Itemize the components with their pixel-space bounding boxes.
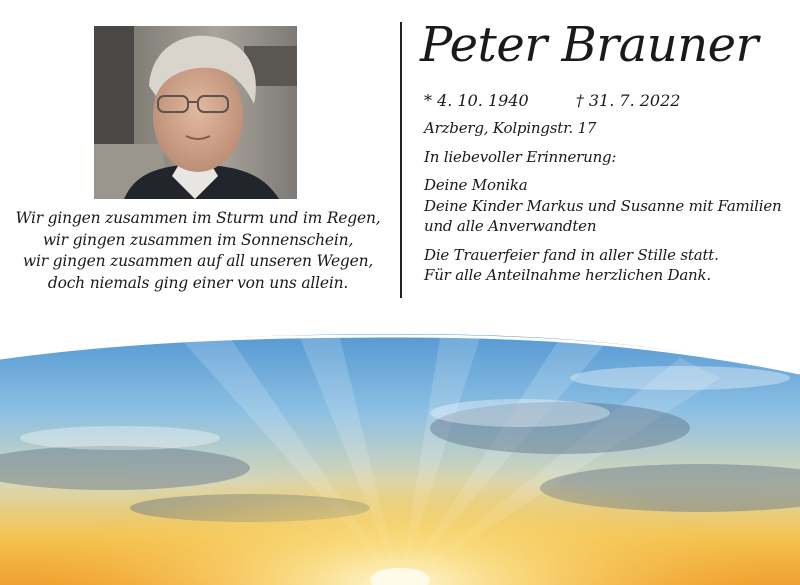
poem-line: Wir gingen zusammen im Sturm und im Regen, bbox=[15, 209, 381, 227]
spacer bbox=[424, 237, 796, 245]
remembrance-intro: In liebevoller Erinnerung: bbox=[424, 147, 617, 166]
address: Arzberg, Kolpingstr. 17 bbox=[424, 119, 597, 137]
vertical-divider bbox=[400, 22, 402, 298]
poem-line: wir gingen zusammen auf all unseren Wegen, bbox=[22, 252, 374, 270]
spacer bbox=[424, 139, 796, 147]
death-date: † 31. 7. 2022 bbox=[575, 91, 681, 110]
poem-line: doch niemals ging einer von uns allein. bbox=[47, 273, 349, 292]
portrait-photo bbox=[94, 26, 297, 199]
life-dates bbox=[424, 90, 680, 112]
notice-details bbox=[424, 118, 796, 286]
mourner-line: Deine Kinder Markus und Susanne mit Familien bbox=[424, 196, 782, 215]
closing-line: Die Trauerfeier fand in aller Stille statt. bbox=[424, 245, 719, 264]
mourner-line: Deine Monika bbox=[424, 176, 528, 194]
poem-line: wir gingen zusammen im Sonnenschein, bbox=[42, 230, 354, 249]
poem bbox=[14, 208, 382, 294]
closing-line: Für alle Anteilnahme herzlichen Dank. bbox=[424, 266, 711, 284]
mourner-line: und alle Anverwandten bbox=[424, 217, 597, 235]
sunset-sky-banner bbox=[0, 318, 800, 585]
spacer bbox=[424, 167, 796, 175]
deceased-name: Peter Brauner bbox=[420, 17, 758, 73]
birth-date: * 4. 10. 1940 bbox=[424, 91, 529, 110]
